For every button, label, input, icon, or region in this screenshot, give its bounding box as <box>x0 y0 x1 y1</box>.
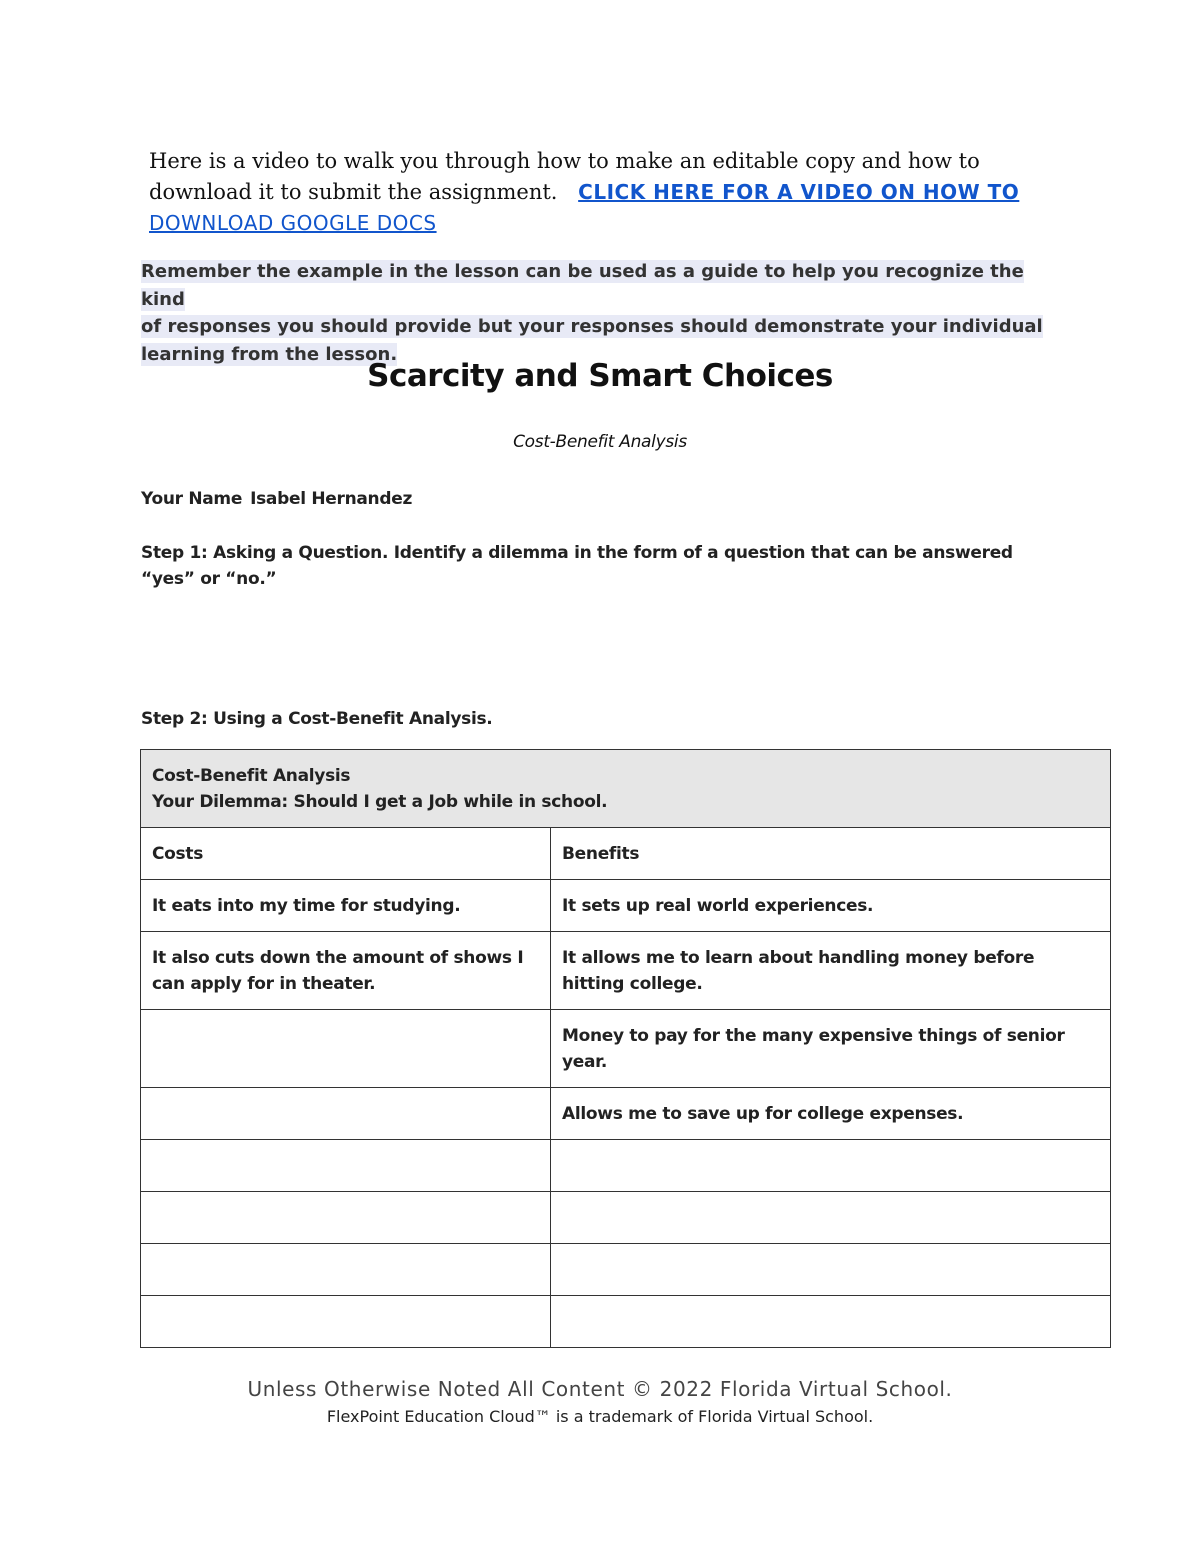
copyright-footer: Unless Otherwise Noted All Content © 2022 Florida Virtual School. <box>247 1377 953 1401</box>
cost-cell[interactable]: It also cuts down the amount of shows I can apply for in theater. <box>141 932 551 1010</box>
page-subtitle: Cost-Benefit Analysis <box>513 432 687 452</box>
table-row <box>141 1244 1111 1296</box>
remember-line-1: Remember the example in the lesson can be used as a guide to help you recognize the kind <box>141 261 1024 310</box>
video-link-bold[interactable]: CLICK HERE FOR A VIDEO ON HOW TO <box>578 180 1020 204</box>
table-header-dilemma: Your Dilemma: Should I get a Job while in school. <box>152 792 608 812</box>
intro-text-2: download it to submit the assignment. <box>149 180 558 204</box>
cost-cell[interactable]: It eats into my time for studying. <box>141 880 551 932</box>
benefit-cell[interactable]: Money to pay for the many expensive things of senior year. <box>551 1010 1111 1088</box>
intro-paragraph <box>149 146 1049 239</box>
step1-prompt: Step 1: Asking a Question. Identify a dilemma in the form of a question that can be answered “yes” or “no.” <box>141 543 1013 589</box>
name-value[interactable]: Isabel Hernandez <box>250 489 413 509</box>
intro-line-2 <box>149 177 1049 239</box>
step2-prompt: Step 2: Using a Cost-Benefit Analysis. <box>141 709 493 729</box>
benefit-cell[interactable] <box>551 1140 1111 1192</box>
benefit-cell[interactable]: Allows me to save up for college expenses. <box>551 1088 1111 1140</box>
table-row <box>141 880 1111 932</box>
remember-line-3: learning from the lesson. <box>141 343 398 365</box>
column-header-costs: Costs <box>141 828 551 880</box>
table-row <box>141 932 1111 1010</box>
table-row <box>141 1088 1111 1140</box>
cost-cell[interactable] <box>141 1244 551 1296</box>
column-header-benefits: Benefits <box>551 828 1111 880</box>
cost-cell[interactable] <box>141 1296 551 1348</box>
table-header-title: Cost-Benefit Analysis <box>152 766 351 786</box>
cost-cell[interactable] <box>141 1010 551 1088</box>
cost-cell[interactable] <box>141 1192 551 1244</box>
table-row <box>141 1010 1111 1088</box>
benefit-cell[interactable] <box>551 1244 1111 1296</box>
remember-note <box>141 258 1046 368</box>
name-label: Your Name <box>141 489 243 509</box>
cost-benefit-table <box>140 749 1111 1348</box>
benefit-cell[interactable] <box>551 1192 1111 1244</box>
name-line <box>141 486 1081 512</box>
page-title: Scarcity and Smart Choices <box>367 358 833 394</box>
table-row <box>141 1296 1111 1348</box>
cost-cell[interactable] <box>141 1088 551 1140</box>
table-row <box>141 1192 1111 1244</box>
trademark-footer: FlexPoint Education Cloud™ is a trademark of Florida Virtual School. <box>326 1407 874 1426</box>
table-header-cell <box>141 750 1111 828</box>
video-link-rest[interactable]: DOWNLOAD GOOGLE DOCS <box>149 211 437 235</box>
benefit-cell[interactable] <box>551 1296 1111 1348</box>
table-row <box>141 1140 1111 1192</box>
benefit-cell[interactable]: It sets up real world experiences. <box>551 880 1111 932</box>
benefit-cell[interactable]: It allows me to learn about handling money before hitting college. <box>551 932 1111 1010</box>
cost-cell[interactable] <box>141 1140 551 1192</box>
intro-line-1: Here is a video to walk you through how to make an editable copy and how to <box>149 149 980 173</box>
remember-line-2: of responses you should provide but your responses should demonstrate your individual <box>141 316 1043 337</box>
